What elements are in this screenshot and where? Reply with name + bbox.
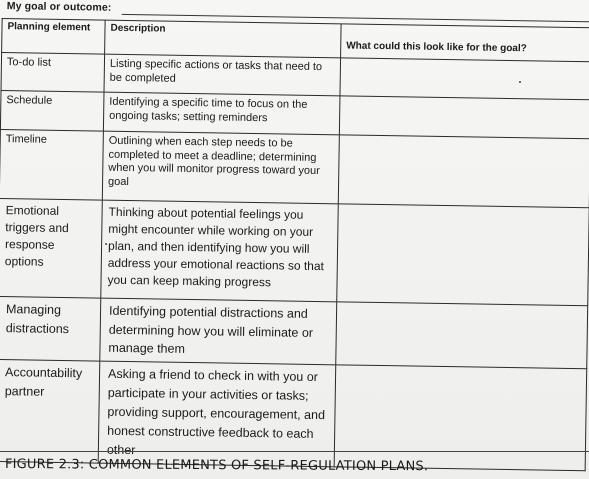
row-answer-cell — [337, 204, 589, 306]
header-description: Description — [105, 20, 342, 58]
row-element: Emotional triggers and response options — [0, 199, 102, 299]
row-answer-cell — [340, 58, 589, 100]
table-row — [0, 199, 589, 306]
header-answer: What could this look like for the goal? — [341, 24, 589, 62]
row-answer-cell — [334, 365, 587, 471]
row-description: Listing specific actions or tasks that need to be completed — [104, 54, 341, 96]
row-answer-cell — [338, 135, 589, 208]
row-description: Identifying potential distractions and determining how you will eliminate or manage them — [100, 298, 337, 365]
row-description: Identifying a specific time to focus on the ongoing tasks; setting reminders — [103, 92, 340, 135]
row-description: Outlining when each step needs to be completed to meet a deadline; determining when you will monitor progress toward your goal — [102, 131, 339, 204]
header-planning-element: Planning element — [2, 19, 106, 55]
row-element: Managing distractions — [0, 297, 101, 362]
scan-speck — [105, 243, 107, 245]
row-description: Thinking about potential feelings you might encounter while working on your plan, and then identifying how you will address your emotional reactions so that you can keep making progress — [101, 200, 339, 302]
row-description: Asking a friend to check in with you or participate in your activities or tasks; providing support, encouragement, and honest constructive feedback to each other — [98, 361, 336, 467]
row-element: To-do list — [1, 53, 105, 93]
row-answer-cell — [339, 96, 589, 139]
table-row — [0, 359, 587, 470]
goal-label: My goal or outcome: — [6, 0, 112, 14]
row-element: Schedule — [0, 91, 104, 132]
planning-table — [0, 18, 589, 471]
scan-speck — [519, 81, 521, 83]
row-answer-cell — [336, 302, 588, 369]
caption-divider — [0, 451, 589, 452]
figure-caption: FIGURE 2.3: COMMON ELEMENTS OF SELF-REGULATION PLANS. — [4, 457, 429, 475]
row-element: Timeline — [0, 130, 103, 201]
table-row — [0, 130, 589, 208]
row-element: Accountability partner — [0, 359, 100, 463]
table-row — [0, 297, 588, 369]
